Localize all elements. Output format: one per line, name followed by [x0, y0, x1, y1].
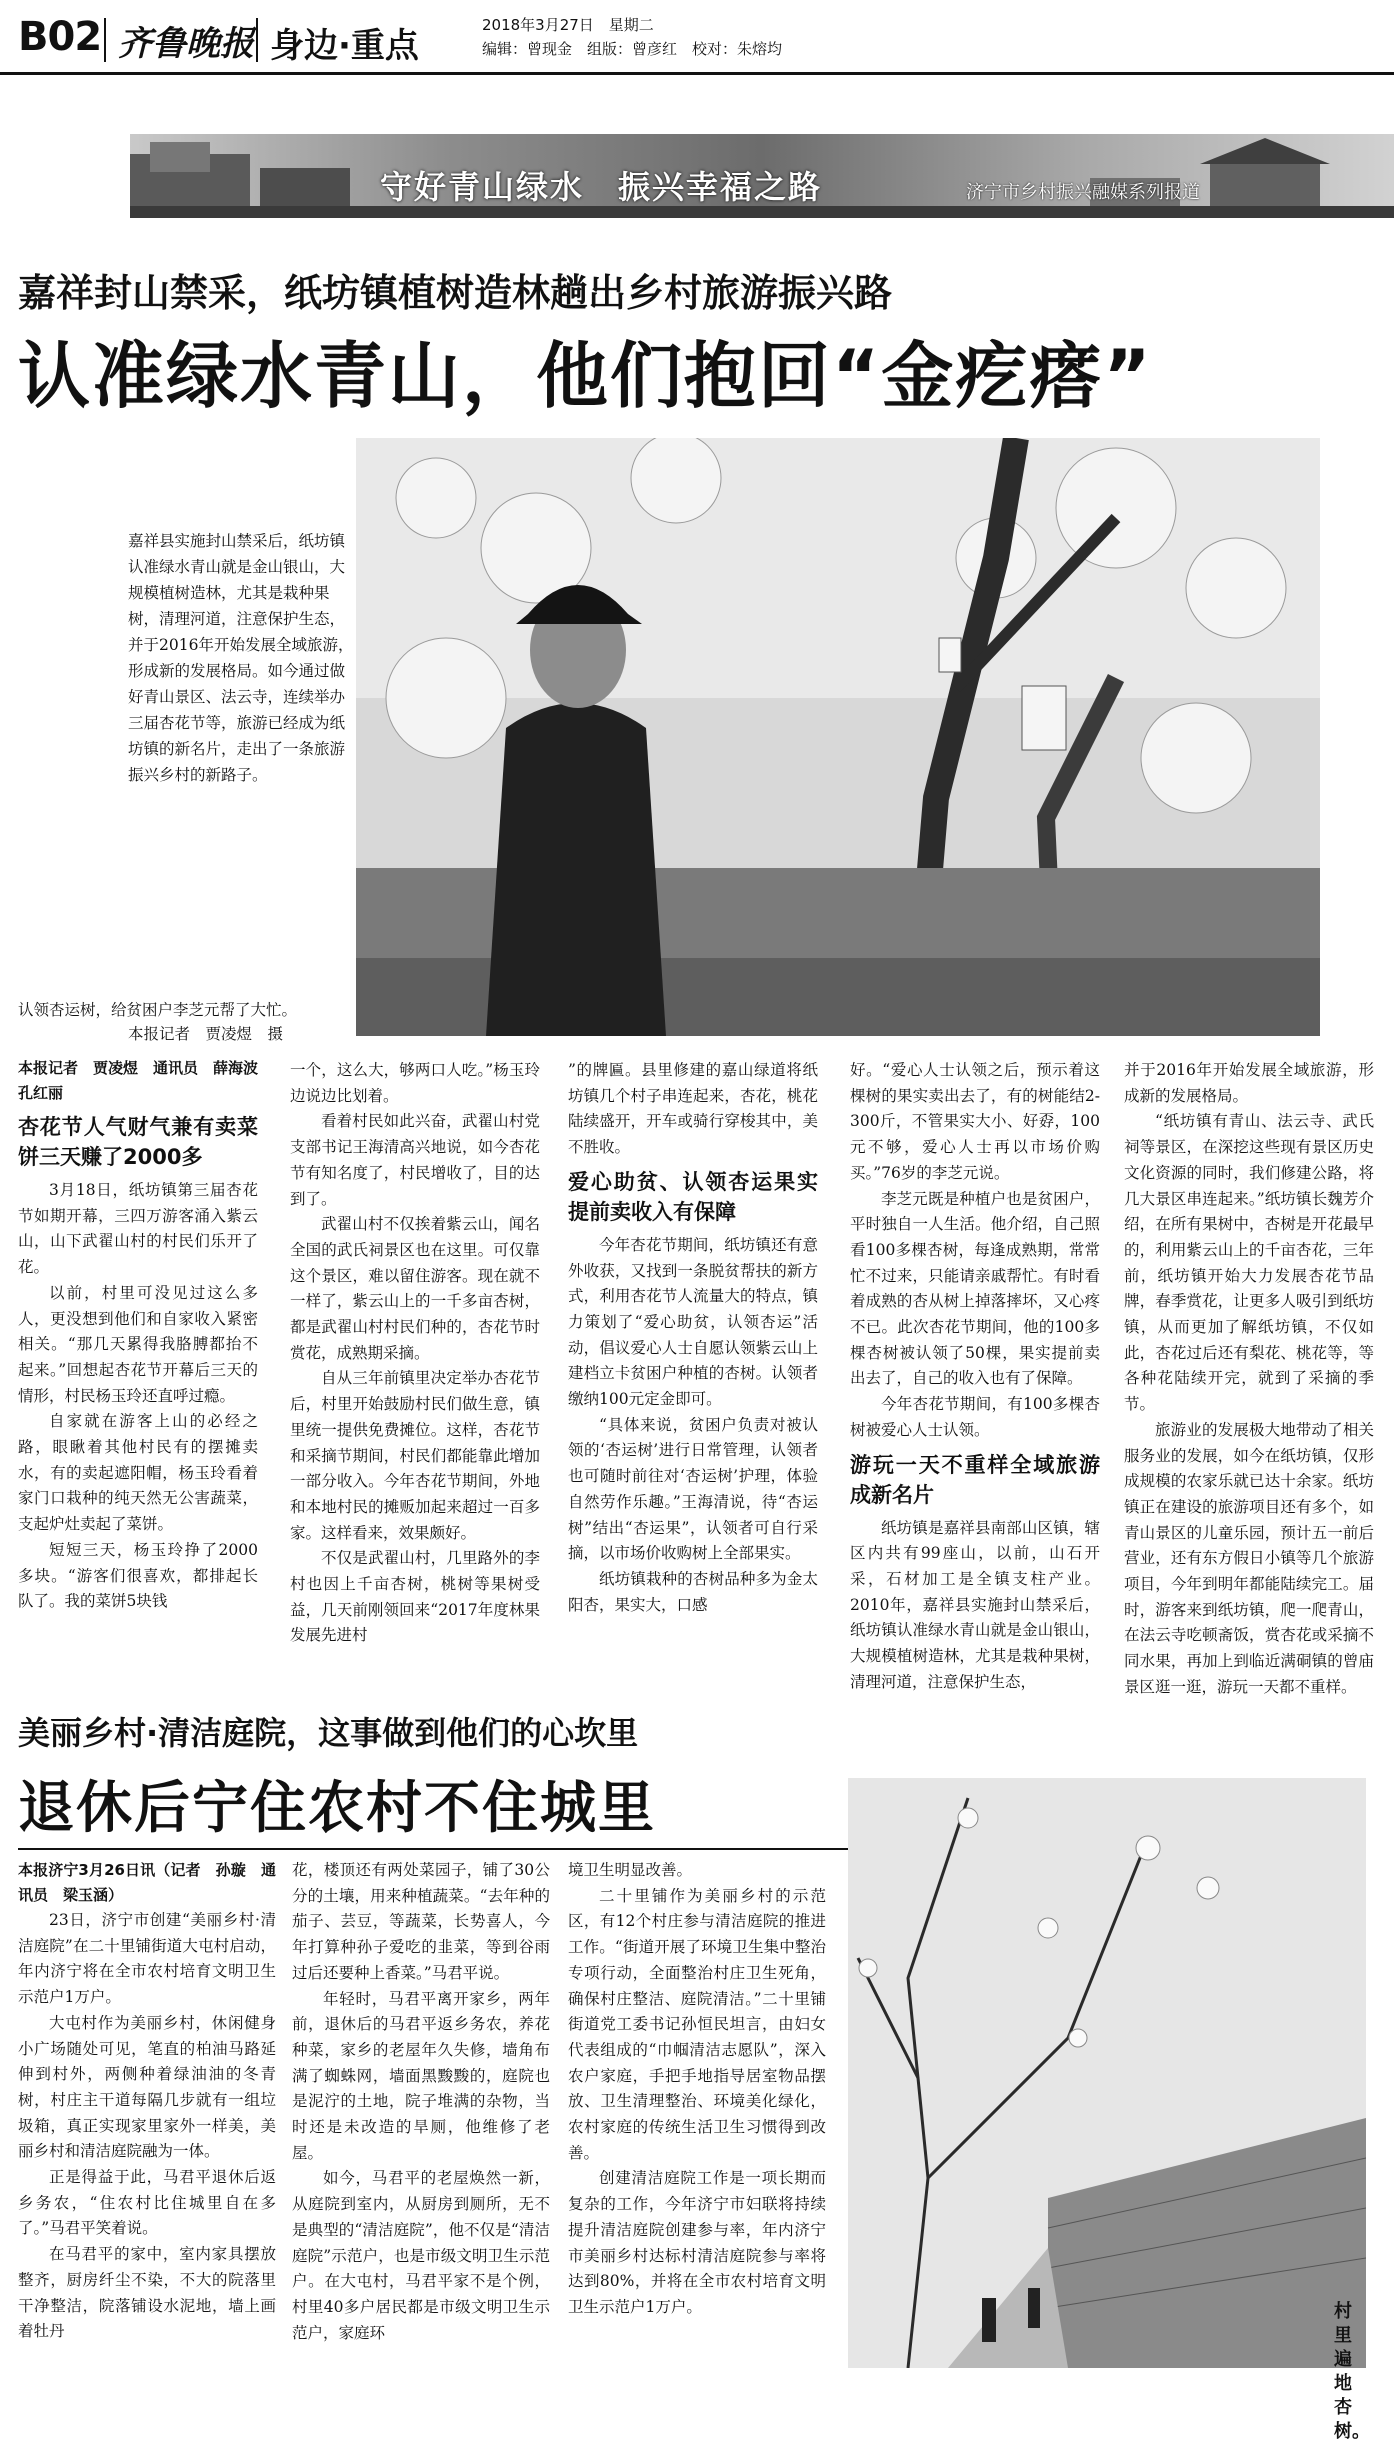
story1-column-5 — [1124, 1058, 1374, 1701]
paragraph: 3月18日，纸坊镇第三届杏花节如期开幕，三四万游客涌入紫云山，山下武翟山村的村民们乐开了花。 — [18, 1181, 258, 1277]
paragraph: 旅游业的发展极大地带动了相关服务业的发展，如今在纸坊镇，仅形成规模的农家乐就已达十余家。纸坊镇正在建设的旅游项目还有多个，如青山景区的儿童乐园，预计五一前后营业，还有东方假日小镇等几个旅游项目，今年到明年都能陆续完工。届时，游客来到纸坊镇，爬一爬青山，在法云寺吃顿斋饭，赏杏花或采摘不同水果，再加上到临近满硐镇的曾庙景区逛一逛，游玩一天都不重样。 — [1124, 1420, 1374, 1696]
subheading-adopt-tree: 爱心助贫、认领杏运果实提前卖收入有保障 — [568, 1169, 818, 1224]
banner-slogan: 守好青山绿水 振兴幸福之路 — [380, 168, 823, 206]
photo-caption-text: 认领杏运树，给贫困户李芝元帮了大忙。 — [18, 1001, 298, 1019]
paragraph: 好。“爱心人士认领之后，预示着这棵树的果实卖出去了，有的树能结2-300斤，不管果实大小、好孬，100元不够，爱心人士再以市场价购买。”76岁的李芝元说。 — [850, 1061, 1100, 1182]
series-banner — [130, 134, 1394, 218]
paragraph: 武翟山村不仅挨着紫云山，闻名全国的武氏祠景区也在这里。可仅靠这个景区，难以留住游客。现在就不一样了，紫云山上的一千多亩杏树，都是武翟山村村民们种的，杏花节时赏花，成熟期采摘。 — [290, 1215, 540, 1362]
header-divider — [104, 18, 106, 62]
paragraph: “纸坊镇有青山、法云寺、武氏祠等景区，在深挖这些现有景区历史文化资源的同时，我们修建公路，将几大景区串连起来。”纸坊镇长魏芳介绍，在所有果树中，杏树是开花最早的，利用紫云山上的千亩杏花，三年前，纸坊镇开始大力发展杏花节品牌，春季赏花，让更多人吸引到纸坊镇，从而更加了解纸坊镇，不仅如此，杏花过后还有梨花、桃花等，等各种花陆续开完，就到了采摘的季节。 — [1124, 1112, 1374, 1414]
paragraph: 李芝元既是种植户也是贫困户，平时独自一人生活。他介绍，自己照看100多棵杏树，每逢成熟期，常常忙不过来，只能请亲戚帮忙。有时看着成熟的杏从树上掉落摔坏，又心疼不已。此次杏花节期间，他的100多棵杏树被认领了50棵，果实提前卖出去了，自己的收入也有了保障。 — [850, 1189, 1100, 1388]
paragraph: 23日，济宁市创建“美丽乡村·清洁庭院”在二十里铺街道大屯村启动，年内济宁将在全市农村培育文明卫生示范户1万户。 — [18, 1911, 276, 2007]
story2-column-1 — [18, 1858, 276, 2345]
photo-credit: 本报记者 贾凌煜 摄 — [128, 1025, 284, 1043]
story1-column-3 — [568, 1058, 818, 1618]
paragraph: 二十里铺作为美丽乡村的示范区，有12个村庄参与清洁庭院的推进工作。“街道开展了环境卫生集中整治专项行动，全面整治村庄卫生死角，确保村庄整洁、庭院清洁。”二十里铺街道党工委书记孙恒民坦言，由妇女代表组成的“巾帼清洁志愿队”，深入农户家庭，手把手地指导居室物品摆放、卫生清理整治、环境美化绿化，农村家庭的传统生活卫生习惯得到改善。 — [568, 1886, 826, 2162]
story2-byline: 本报济宁3月26日讯（记者 孙璇 通讯员 梁玉涵） — [18, 1861, 276, 1904]
paragraph: 一个，这么大，够两口人吃。”杨玉玲边说边比划着。 — [290, 1061, 540, 1105]
story2-column-3 — [568, 1858, 826, 2321]
paragraph: ”的牌匾。县里修建的嘉山绿道将纸坊镇几个村子串连起来，杏花，桃花陆续盛开，开车或骑行穿梭其中，美不胜收。 — [568, 1061, 818, 1157]
banner-series-name: 济宁市乡村振兴融媒系列报道 — [966, 182, 1200, 203]
paragraph: 自家就在游客上山的必经之路，眼瞅着其他村民有的摆摊卖水，有的卖起遮阳帽，杨玉玲看着家门口栽种的纯天然无公害蔬菜，支起炉灶卖起了菜饼。 — [18, 1412, 258, 1534]
paragraph: 花，楼顶还有两处菜园子，铺了30公分的土壤，用来种植蔬菜。“去年种的茄子、芸豆，等蔬菜，长势喜人，今年打算种孙子爱吃的韭菜，等到谷雨过后还要种上香菜。”马君平说。 — [292, 1861, 550, 1982]
story1-column-4 — [850, 1058, 1100, 1695]
story2-headline: 退休后宁住农村不住城里 — [18, 1776, 656, 1841]
paragraph: 年轻时，马君平离开家乡，两年前，退休后的马君平返乡务农，养花种菜，家乡的老屋年久失修，墙角布满了蜘蛛网，墙面黑黢黢的，庭院也是泥泞的土地，院子堆满的杂物，当时还是未改造的旱厕，他维修了老屋。 — [292, 1989, 550, 2162]
paragraph: 如今，马君平的老屋焕然一新，从庭院到室内，从厨房到厕所，无不是典型的“清洁庭院”，他不仅是“清洁庭院”示范户，也是市级文明卫生示范户。在大屯村，马君平家不是个例，村里40多户居民都是市级文明卫生示范户，家庭环 — [292, 2169, 550, 2342]
story1-kicker: 嘉祥封山禁采，纸坊镇植树造林趟出乡村旅游振兴路 — [18, 271, 893, 315]
story1-byline: 本报记者 贾凌煜 通讯员 薛海波 孔红丽 — [18, 1059, 274, 1102]
page-number: B02 — [18, 14, 102, 60]
story1-headline: 认准绿水青山，他们抱回“金疙瘩” — [18, 334, 1153, 418]
paragraph: 今年杏花节期间，有100多棵杏树被爱心人士认领。 — [850, 1395, 1100, 1439]
paragraph: 自从三年前镇里决定举办杏花节后，村里开始鼓励村民们做生意，镇里统一提供免费摊位。这样，杏花节和采摘节期间，村民们都能靠此增加一部分收入。今年杏花节期间，外地和本地村民的摊贩加起来超过一百多家。这样看来，效果颇好。 — [290, 1369, 540, 1542]
story2-column-2 — [292, 1858, 550, 2346]
photo-caption — [18, 998, 378, 1046]
paragraph: 正是得益于此，马君平退休后返乡务农，“住农村比住城里自在多了。”马君平笑着说。 — [18, 2168, 276, 2238]
paragraph: 今年杏花节期间，纸坊镇还有意外收获，又找到一条脱贫帮扶的新方式，利用杏花节人流量大的特点，镇力策划了“爱心助贫，认领杏运”活动，倡议爱心人士自愿认领紫云山上建档立卡贫困户种植的杏树。认领者缴纳100元定金即可。 — [568, 1235, 818, 1409]
paragraph: 创建清洁庭院工作是一项长期而复杂的工作，今年济宁市妇联将持续提升清洁庭院创建参与率，年内济宁市美丽乡村达标村清洁庭院参与率将达到80%，并将在全市农村培育文明卫生示范户1万户。 — [568, 2169, 826, 2316]
paragraph: 不仅是武翟山村，几里路外的李村也因上千亩杏树，桃树等果树受益，几天前刚领回来“2017年度林果发展先进村 — [290, 1549, 540, 1645]
newspaper-name: 齐鲁晚报 — [118, 24, 254, 64]
subheading-apricot-festival: 杏花节人气财气兼有卖菜饼三天赚了2000多 — [18, 1115, 258, 1169]
issue-date: 2018年3月27日 星期二 — [482, 16, 654, 34]
page-header — [0, 0, 1394, 80]
paragraph: 并于2016年开始发展全域旅游，形成新的发展格局。 — [1124, 1061, 1374, 1105]
story1-column-2 — [290, 1058, 540, 1649]
paragraph: 看着村民如此兴奋，武翟山村党支部书记王海清高兴地说，如今杏花节有知名度了，村民增收了，目的达到了。 — [290, 1112, 540, 1208]
story2-rule — [18, 1848, 848, 1850]
paragraph: “具体来说，贫困户负责对被认领的‘杏运树’进行日常管理，认领者也可随时前往对‘杏运树’护理，体验自然劳作乐趣。”王海清说，待“杏运树”结出“杏运果”，认领者可自行采摘，以市场价收购树上全部果实。 — [568, 1415, 818, 1563]
paragraph: 大屯村作为美丽乡村，休闲健身小广场随处可见，笔直的柏油马路延伸到村外，两侧种着绿油油的冬青树，村庄主干道每隔几步就有一组垃圾箱，真正实现家里家外一样美，美丽乡村和清洁庭院融为一体。 — [18, 2013, 276, 2161]
paragraph: 纸坊镇是嘉祥县南部山区镇，辖区内共有99座山，以前，山石开采，石材加工是全镇支柱产业。2010年，嘉祥县实施封山禁采后，纸坊镇认准绿水青山就是金山银山，大规模植树造林，尤其是栽种果树，清理河道，注意保护生态， — [850, 1518, 1100, 1691]
story1-lead: 嘉祥县实施封山禁采后，纸坊镇认准绿水青山就是金山银山，大规模植树造林，尤其是栽种果树，清理河道，注意保护生态，并于2016年开始发展全域旅游，形成新的发展格局。如今通过做好青山景区、法云寺，连续举办三届杏花节等，旅游已经成为纸坊镇的新名片，走出了一条旅游振兴乡村的新路子。 — [128, 532, 354, 784]
section-title: 身边·重点 — [270, 26, 419, 66]
photo-caption: 村里遍地杏树。 — [1334, 2301, 1370, 2442]
paragraph: 在马君平的家中，室内家具摆放整齐，厨房纤尘不染，不大的院落里干净整洁，院落铺设水泥地，墙上画着牡丹 — [18, 2245, 276, 2341]
header-rule — [0, 72, 1394, 75]
story2-kicker: 美丽乡村·清洁庭院，这事做到他们的心坎里 — [18, 1714, 639, 1752]
paragraph: 纸坊镇栽种的杏树品种多为金太阳杏，果实大，口感 — [568, 1569, 818, 1614]
apricot-tree-photo — [356, 438, 1320, 1036]
paragraph: 短短三天，杨玉玲挣了2000多块。“游客们很喜欢，都排起长队了。我的菜饼5块钱 — [18, 1540, 258, 1611]
village-lane-photo — [848, 1778, 1366, 2368]
story1-column-1 — [18, 1056, 274, 1615]
editor-credits: 编辑：曾现金 组版：曾彦红 校对：朱熔均 — [482, 40, 783, 58]
paragraph: 境卫生明显改善。 — [568, 1861, 693, 1879]
paragraph: 以前，村里可没见过这么多人，更没想到他们和自家收入紧密相关。“那几天累得我胳膊都抬不起来。”回想起杏花节开幕后三天的情形，村民杨玉玲还直呼过瘾。 — [18, 1283, 258, 1405]
subheading-tourism: 游玩一天不重样全域旅游成新名片 — [850, 1452, 1100, 1507]
header-divider — [256, 18, 258, 62]
